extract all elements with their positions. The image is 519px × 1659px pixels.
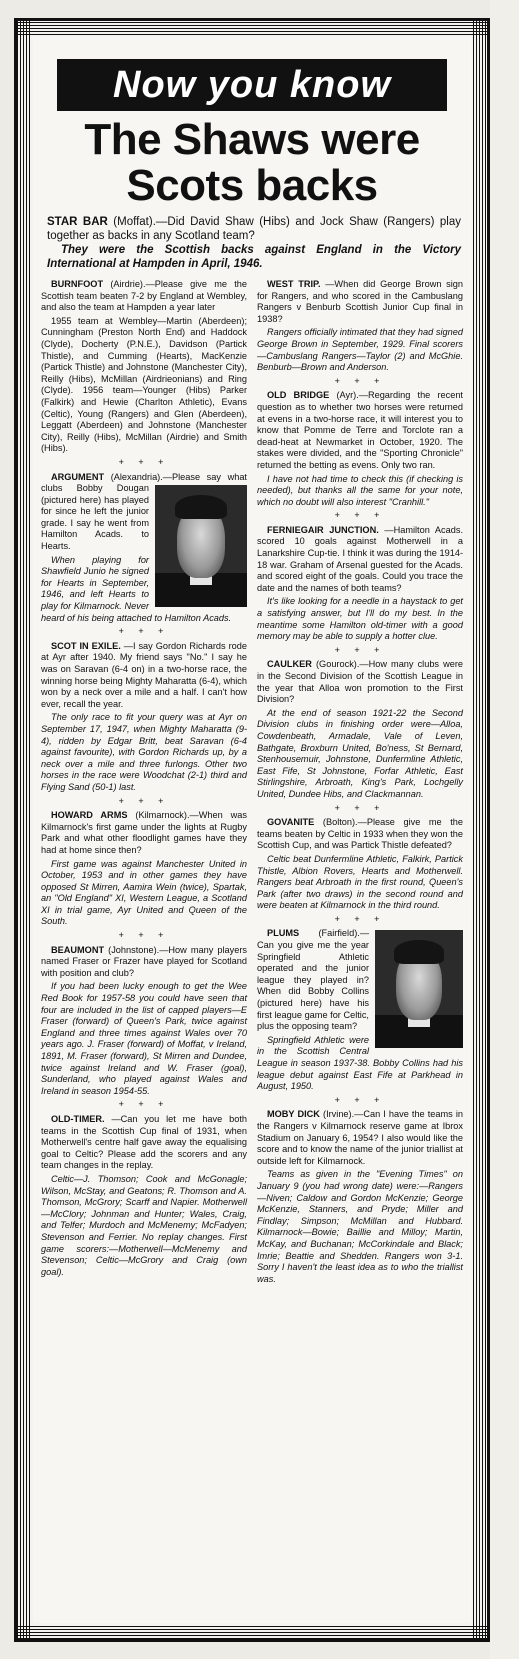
separator-stars: + + + xyxy=(118,1099,170,1110)
reader-question xyxy=(257,1109,463,1167)
editor-answer xyxy=(41,859,247,929)
adjacent-column-edge xyxy=(490,0,519,1659)
item-text: The only race to fit your query was at Ayr on September 17, 1947, when Mighty Maharatta (9-4), ridden by Edgar Britt, beat Saravan (6-4 against favourite), with Gordon Richards up, by a neck over a mile and three furlongs. Other two horses in the race were Woodchat (2-1) third and Flying Sand (50-1) last. xyxy=(41,712,247,792)
correspondent-place: (Ayr). xyxy=(336,390,359,401)
column-frame xyxy=(14,18,490,1642)
lead-question-place: (Moffat). xyxy=(113,216,156,228)
separator-stars: + + + xyxy=(334,802,386,813)
correspondent-name: FERNIEGAIR JUNCTION. xyxy=(267,524,379,535)
lead-question xyxy=(47,215,461,243)
separator-stars: + + + xyxy=(334,510,386,521)
editor-answer xyxy=(257,854,463,912)
correspondent-name: HOWARD ARMS xyxy=(51,810,128,821)
item-text: 1955 team at Wembley—Martin (Aberdeen); Cunningham (Preston North End) and Haddock (Clyde), Docherty (P.N.E.), Davidson (Partick Thistle), and Cumming (Hearts), MacKenzie (Partick Thistle) and Johnstone (Manchester City), Reilly (Hibs), McMillan (Airdrieonians) and Ring (Clyde). 1956 team—Younger (Hibs) Parker (Falkirk) and Hewie (Charlton Athletic), Evans (Celtic), Young (Rangers) and Glen (Aberdeen), Leggatt (Aberdeen) and Johnstone (Manchester City), Reilly (Hibs), McMillan (Airdrie) and Smith (Hibs). xyxy=(41,315,247,454)
item-text: —Please give me the teams beaten by Celtic in 1933 when they won the Scottish Cup, and was Partick Thistle defeated? xyxy=(257,817,463,851)
correspondent-name: OLD BRIDGE xyxy=(267,390,330,401)
reader-question xyxy=(257,390,463,471)
correspondent-place: (Fairfield). xyxy=(318,928,360,939)
lead-answer: They were the Scottish backs against England in the Victory International at Hampden in April, 1946. xyxy=(47,244,461,270)
editor-answer xyxy=(257,708,463,801)
separator-stars: + + + xyxy=(118,930,170,941)
reader-question xyxy=(257,817,463,852)
editor-answer xyxy=(41,981,247,1097)
lead-item xyxy=(33,209,471,273)
correspondent-place: (Gourock). xyxy=(316,659,360,670)
lead-question-name: STAR BAR xyxy=(47,216,108,228)
correspondent-place: (Irvine). xyxy=(323,1109,355,1120)
correspondent-place: (Bolton). xyxy=(322,817,358,828)
item-text: —Can you let me have both teams in the Scottish Cup final of 1931, when Motherwell's centre half gave away the equalising goal to Celtic? Please add the scorers and any team changes in the replay. xyxy=(41,1113,248,1171)
item-text: —Can you give me the year Springfield Athletic operated and the junior league they played in? When did Bobby Collins (pictured here) have his first league game for Celtic, plus the opposing team? xyxy=(257,928,369,1032)
correspondent-name: CAULKER xyxy=(267,659,312,670)
correspondent-name: ARGUMENT xyxy=(51,471,105,482)
item-text: If you had been lucky enough to get the Wee Red Book for 1957-58 you could have seen that four are included in the list of capped players—E Fraser (forward) of Queen's Park, twice against England and three times against Wales over 70 years ago. J. Fraser (forward) of Moffat, v Ireland, 1891, M. Fraser (forward), St Mirren and Dundee, twice against Ireland and W. Fraser (goal), Sunderland, who played against Wales and Ireland in season 1954-55. xyxy=(41,981,247,1096)
reader-question xyxy=(41,472,247,553)
separator-stars: + + + xyxy=(334,375,386,386)
left-column xyxy=(41,279,247,1287)
reader-question xyxy=(257,279,463,325)
item-text: —How many clubs were in the Second Division of the Scottish League in the year that Alloa won promotion to the First Division? xyxy=(257,659,463,705)
editor-answer xyxy=(41,316,247,455)
correspondent-place: (Alexandria). xyxy=(110,471,163,482)
separator-stars: + + + xyxy=(118,626,170,637)
correspondent-name: SCOT IN EXILE. xyxy=(51,640,121,651)
editor-answer xyxy=(257,1169,463,1285)
photo-hair xyxy=(175,495,227,519)
item-text: I have not had time to check this (if checking is needed), but thanks all the same for your note, which no doubt will also interest "Cranhill." xyxy=(257,473,463,507)
item-text: —When was Kilmarnock's first game under the lights at Rugby Park and what other floodlight games have they had at home since then? xyxy=(41,810,247,855)
editor-answer xyxy=(257,327,463,373)
separator-stars: + + + xyxy=(118,456,170,467)
correspondent-place: (Johnstone). xyxy=(108,944,160,955)
item-text: —Hamilton Acads. scored 10 goals against Motherwell in a Lanarkshire Cup-tie. I think it was during the 1914-18 war. Graham of Arsenal guested for the Acads. and scored eight of the goals. Could you trace the date and the names of both teams? xyxy=(257,524,464,593)
correspondent-place: (Kilmarnock). xyxy=(135,810,190,821)
item-text: —Please give me the Scottish team beaten 7-2 by England at Wembley, and also the team at Hampden a year later xyxy=(41,279,247,313)
item-text: Rangers officially intimated that they had signed George Brown in September, 1929. Final scorers—Cambuslang Rangers—Taylor (2) and McGhie. Benburb—Brown and Anderson. xyxy=(257,327,463,373)
item-text: At the end of season 1921-22 the Second Division clubs in finishing order were—Alloa, Cowdenbeath, Armadale, Vale of Leven, Bathgate, Broxburn United, Bo'ness, St Bernard, Stenhousemuir, Johnstone, Dunfermline Athletic, East Fife, St Johnstone, Forfar Athletic, East Stirlingshire, Arbroath, King's Park, Lochgelly United, Dundee Hibs, and Clackmannan. xyxy=(257,707,463,799)
item-text: —When did George Brown sign for Rangers, and who scored in the Cambuslang Rangers v Benburb Scottish Junior Cup final in 1938? xyxy=(257,279,463,324)
reader-question xyxy=(41,945,247,980)
kicker-banner: Now you know xyxy=(57,59,447,111)
editor-answer xyxy=(257,474,463,509)
column-content xyxy=(33,37,471,1623)
separator-stars: + + + xyxy=(118,795,170,806)
reader-question xyxy=(41,810,247,856)
correspondent-name: BURNFOOT xyxy=(51,279,104,289)
separator-stars: + + + xyxy=(334,1094,386,1105)
correspondent-place: (Airdrie). xyxy=(110,279,146,289)
correspondent-name: WEST TRIP. xyxy=(267,279,321,289)
article-columns xyxy=(33,273,471,1287)
photo-bobby-collins xyxy=(375,930,463,1048)
editor-answer xyxy=(41,712,247,793)
item-text: Celtic—J. Thomson; Cook and McGonagle; Wilson, McStay, and Geatons; R. Thomson and A. Thomson, McGrory; Scarff and Napier. Motherwell—McClory; Johnman and Hunter; Wales, Craig, and Telfer; Murdoch and McMenemy; McFadyen; Stevenson and Ferrier. No replay changes. First game scorers:—Motherwell—McMenemy and Stevenson; Celtic—McGrory and Craig (own goal). xyxy=(41,1173,247,1277)
photo-bobby-dougan xyxy=(155,485,247,607)
headline-line-2: Scots backs xyxy=(126,161,378,210)
item-text: —Regarding the recent question as to whether two horses were returned at evens in a two-horse race, it will interest you to know that Pomme de Terre and Torclote ran a dead-heat at Newmarket in October, 1920. The stakes were divided, and the "Sporting Chronicle" returned the betting as evens. Only two ran. xyxy=(257,390,463,470)
separator-stars: + + + xyxy=(334,913,386,924)
reader-question xyxy=(257,928,463,1032)
editor-answer xyxy=(257,596,463,642)
photo-hair xyxy=(394,940,443,964)
lead-question-text: —Did David Shaw (Hibs) and Jock Shaw (Rangers) play together as backs in any Scotland team? xyxy=(47,216,461,242)
correspondent-name: BEAUMONT xyxy=(51,944,105,955)
correspondent-name: GOVANITE xyxy=(267,817,315,828)
item-text: Springfield Athletic were in the Scottish Central League in season 1937-38. Bobby Collins had his league debut against East Fife at Parkhead in August, 1950. xyxy=(257,1034,463,1092)
reader-question xyxy=(41,279,247,314)
item-text: —How many players named Fraser or Frazer have played for Scotland with position and club? xyxy=(41,944,247,978)
reader-question xyxy=(257,525,463,595)
item-text: It's like looking for a needle in a haystack to get a satisfying answer, but I'll do my best. In the meantime some Hamilton old-timer with a good memory may be able to supply a hotter clue. xyxy=(257,596,463,642)
headline xyxy=(33,117,471,209)
item-text: —Please say what clubs Bobby Dougan (pictured here) has played for since he left the junior grade. I say he went from Hamilton Acads. to Hearts. xyxy=(41,471,247,552)
reader-question xyxy=(41,1114,247,1172)
reader-question xyxy=(41,641,247,711)
correspondent-name: OLD-TIMER. xyxy=(51,1113,105,1124)
reader-question xyxy=(257,659,463,705)
item-text: —I say Gordon Richards rode at Ayr after 1940. My friend says "No." I say he was on Saravan (6-4 on) in a two-horse race, the winning horse being Mighty Maharatta (6-4), which won by a neck over a mile and a half. I can't how ever, recall the year. xyxy=(41,640,247,709)
separator-stars: + + + xyxy=(334,644,386,655)
item-text: —Can I have the teams in the Rangers v Kilmarnock reserve game at Ibrox Stadium on January 6, 1954? I also would like the score and to know the name of the junior triallist at outside left for Kilmarnock. xyxy=(257,1109,463,1166)
item-text: Celtic beat Dunfermline Athletic, Falkirk, Partick Thistle, Albion Rovers, Hearts and Motherwell. Rangers beat Arbroath in the first round, Queen's Park (after two draws) in the second round and were beaten at Kilmarnock in the third round. xyxy=(257,853,463,911)
editor-answer xyxy=(41,1174,247,1278)
right-column xyxy=(257,279,463,1287)
correspondent-name: MOBY DICK xyxy=(267,1109,320,1120)
item-text: First game was against Manchester United in October, 1953 and in other games they have opposed St Mirren, Aamira Wein (twice), Spartak, an "Old England" XI, Western League, a Scotland XI in trial game, Ayr United and Queen of the South. xyxy=(41,858,247,927)
headline-line-1: The Shaws were xyxy=(84,115,420,164)
item-text: When playing for Shawfield Junio he signed for Hearts in September, 1946, and left Hearts to play for Kilmarnock. Never heard of his being attached to Hamilton Acads. xyxy=(41,554,232,623)
item-text: Teams as given in the "Evening Times" on January 9 (you had wrong date) were:—Rangers—Niven; Caldow and Gordon McKenzie; George McKenzie, Stanners, and Pryde; Miller and Findlay; Simpson; McMillan and Hubbard. Kilmarnock—Bowie; Baillie and Milloy; Martin, McKay, and Buchanan; McCorkindale and Black; Imrie; Beattie and Shedden. Rangers won 3-1. Sorry I haven't the least idea as to who the triallist was. xyxy=(257,1169,463,1284)
correspondent-name: PLUMS xyxy=(267,928,300,939)
